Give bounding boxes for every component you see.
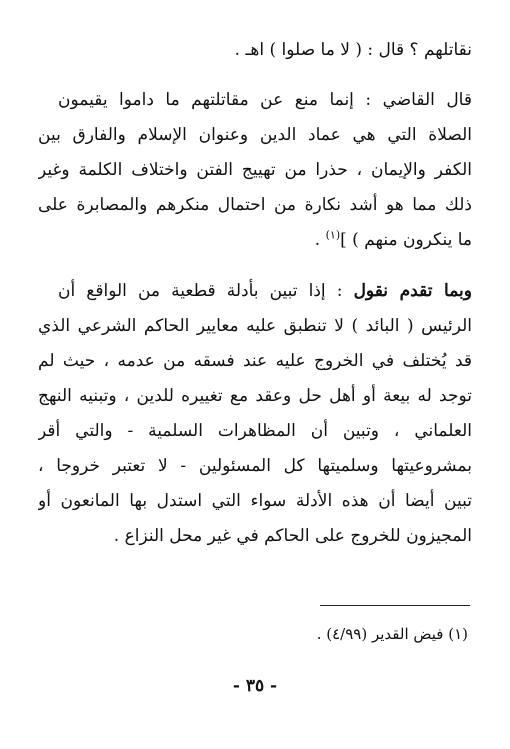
text-line-13: تبين أيضا أن هذه الأدلة سواء التي استدل بها المانعون أو (38, 491, 472, 511)
bold-lead-phrase: وبما تقدم نقول (353, 281, 472, 301)
text-line-7-rest: : إذا تبين بأدلة قطعية من الواقع أن (58, 281, 354, 301)
footnote-divider (320, 605, 470, 606)
text-line-4: الكفر والإيمان ، حذرا من تهييج الفتن واختلاف الكلمة وغير (38, 160, 472, 180)
text-line-11: العلماني ، وتبين أن المظاهرات السلمية - والتي أقر (38, 421, 472, 441)
page-number: - ٣٥ - (232, 676, 278, 696)
text-line-6-content: ما ينكرون منهم ) ] (340, 230, 472, 250)
text-line-7 (58, 277, 472, 305)
text-line-3: الصلاة التي هي عماد الدين وعنوان الإسلام والفارق بين (38, 125, 472, 145)
footnote-text: (١) فيض القدير (٤/٩٩) . (316, 625, 468, 643)
text-line-10: توجد له بيعة أو أهل حل وعقد مع تغييره للدين ، وتبنيه النهج (38, 386, 472, 406)
text-line-2: قال القاضي : إنما منع عن مقاتلتهم ما داموا يقيمون (58, 90, 472, 110)
text-line-5: ذلك مما هو أشد نكارة من احتمال منكرهم والمصابرة على (38, 195, 472, 215)
text-line-1: نقاتلهم ؟ قال : ( لا ما صلوا ) اهـ . (234, 40, 472, 60)
text-line-9: قد يُختلف في الخروج عليه عند فسقه من عدمه ، حيث لم (38, 351, 472, 371)
text-line-12: بمشروعيتها وسلميتها كل المسئولين - لا تعتبر خروجا ، (38, 456, 472, 476)
footnote-reference: (١) (325, 228, 341, 242)
text-line-6 (38, 226, 472, 254)
period: . (314, 230, 326, 250)
text-line-8: الرئيس ( البائد ) لا تنطبق عليه معايير الحاكم الشرعي الذي (38, 316, 472, 336)
text-line-14: المجيزون للخروج على الحاكم في غير محل النزاع . (113, 526, 472, 546)
